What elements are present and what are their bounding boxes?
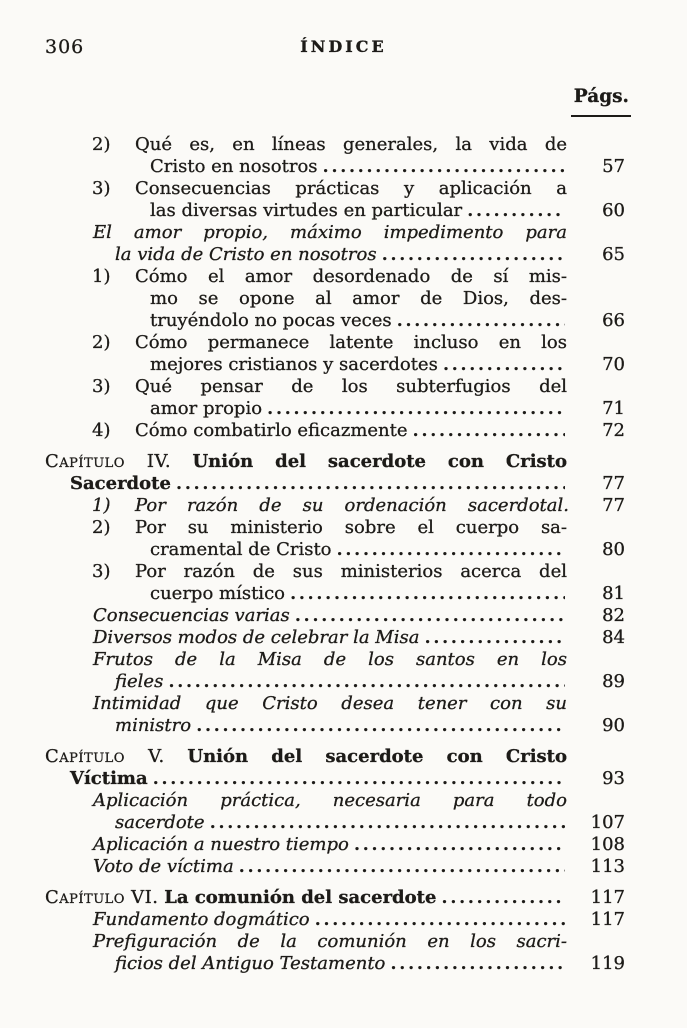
toc-entry-final-line [45, 310, 625, 332]
page-title: ÍNDICE [300, 37, 387, 56]
chapter-title: Sacerdote [70, 473, 171, 494]
toc-entry-line [45, 222, 567, 244]
toc-entry-final-line [45, 539, 625, 561]
dot-leader [413, 420, 565, 442]
entry-text: El amor propio, máximo impedimento para [93, 222, 567, 243]
entry-number: 1) [92, 495, 111, 516]
page-number: 77 [602, 495, 625, 516]
toc-entry-final-line [45, 953, 625, 975]
dot-leader [290, 583, 565, 605]
toc-entry-line [45, 931, 567, 953]
chapter-label: Capítulo VI. [45, 887, 159, 908]
entry-text: 1) Por razón de su ordenación sacerdotal. [92, 495, 569, 516]
toc-entry-final-line [45, 200, 625, 222]
page-number: 117 [590, 909, 625, 930]
entry-text: cramental de Cristo [150, 539, 332, 560]
entry-text: cuerpo místico [150, 583, 285, 604]
page-number: 71 [602, 398, 625, 419]
toc-entry [45, 834, 625, 856]
entry-text: amor propio [150, 398, 263, 419]
toc-entry-final-line [45, 354, 625, 376]
entry-text: truyéndolo no pocas veces [150, 310, 392, 331]
entry-text: Frutos de la Misa de los santos en los [93, 649, 567, 670]
toc-entry [45, 266, 625, 332]
toc-entry-final-line [45, 671, 625, 693]
toc-entry [45, 376, 625, 420]
entry-text: las diversas virtudes en particular [150, 200, 463, 221]
toc-entry [45, 495, 625, 517]
page-number: 108 [590, 834, 625, 855]
toc-entry-line [45, 332, 567, 354]
toc-entry-final-line [45, 156, 625, 178]
page-number: 80 [602, 539, 625, 560]
toc-entry [45, 222, 625, 266]
page-number: 89 [602, 671, 625, 692]
table-of-contents [45, 134, 625, 975]
toc-entry [45, 856, 625, 878]
toc-entry-final-line [45, 420, 625, 442]
toc-entry [45, 649, 625, 693]
toc-entry-line: mo se opone al amor de Dios, des- [150, 288, 567, 309]
entry-text: ministro [115, 715, 192, 736]
toc-entry-final-line [45, 812, 625, 834]
dot-leader [467, 200, 565, 222]
dot-leader [441, 887, 565, 909]
entry-text: Intimidad que Cristo desea tener con su [93, 693, 567, 714]
entry-number: 1) [92, 266, 111, 287]
dot-leader [210, 812, 565, 834]
toc-entry [45, 605, 625, 627]
toc-entry-final-line [45, 398, 625, 420]
toc-entry [45, 517, 625, 561]
toc-entry-line [45, 561, 567, 583]
toc-entry-final-line [45, 583, 625, 605]
pages-label-rule [571, 115, 631, 117]
dot-leader [315, 909, 565, 931]
entry-text [70, 768, 148, 790]
toc-entry [45, 790, 625, 834]
entry-text: ficios del Antiguo Testamento [115, 953, 386, 974]
folio-page-number: 306 [45, 36, 85, 58]
toc-chapter-entry [45, 451, 625, 495]
dot-leader [382, 244, 565, 266]
dot-leader [443, 354, 565, 376]
page-number: 77 [602, 473, 625, 494]
toc-entry-final-line [45, 909, 625, 931]
page-number: 60 [602, 200, 625, 221]
toc-chapter-entry [45, 746, 625, 790]
toc-chapter-entry [45, 887, 625, 909]
entry-text: Por su ministerio sobre el cuerpo sa- [135, 517, 567, 538]
toc-entry-line [45, 693, 567, 715]
toc-entry [45, 693, 625, 737]
dot-leader [239, 856, 565, 878]
entry-text: Aplicación práctica, necesaria para todo [93, 790, 567, 811]
page-number: 65 [602, 244, 625, 265]
entry-number: 2) [92, 517, 111, 538]
toc-entry-line [45, 649, 567, 671]
page-number: 119 [590, 953, 625, 974]
toc-entry-line [45, 790, 567, 812]
toc-entry [45, 627, 625, 649]
dot-leader [153, 768, 565, 790]
toc-entry-final-line [45, 856, 625, 878]
toc-entry-line [45, 376, 567, 398]
toc-entry [45, 931, 625, 975]
entry-text: Qué pensar de los subterfugios del [135, 376, 567, 397]
toc-entry [45, 134, 625, 178]
page-number: 70 [602, 354, 625, 375]
dot-leader [390, 953, 565, 975]
entry-text: Cristo en nosotros [150, 156, 318, 177]
entry-text: fieles [115, 671, 164, 692]
entry-text: Prefiguración de la comunión en los sacri- [93, 931, 567, 952]
entry-number: 3) [92, 561, 111, 582]
entry-text: 4) Cómo combatirlo eficazmente [92, 420, 408, 441]
page-number: 93 [602, 768, 625, 789]
entry-text: Diversos modos de celebrar la Misa [93, 627, 420, 648]
entry-number: 2) [92, 134, 111, 155]
entry-text: Cómo permanece latente incluso en los [135, 332, 567, 353]
chapter-title: Unión del sacerdote con Cristo [187, 746, 567, 767]
toc-entry-line [45, 746, 567, 768]
entry-text [45, 887, 436, 909]
toc-entry-line [45, 134, 567, 156]
entry-text: Por razón de sus ministerios acerca del [135, 561, 567, 582]
entry-text: Consecuencias varias [93, 605, 290, 626]
dot-leader [354, 834, 565, 856]
entry-text: Cómo el amor desordenado de sí mis- [135, 266, 567, 287]
toc-entry-final-line [45, 495, 625, 517]
dot-leader [295, 605, 565, 627]
dot-leader [168, 671, 565, 693]
page-number: 82 [602, 605, 625, 626]
dot-leader [424, 627, 565, 649]
toc-entry-final-line [45, 768, 625, 790]
toc-entry [45, 909, 625, 931]
chapter-label: Capítulo IV. [45, 451, 172, 472]
page-number: 117 [590, 887, 625, 908]
toc-entry-final-line [45, 887, 625, 909]
page-number: 81 [602, 583, 625, 604]
entry-text: Aplicación a nuestro tiempo [93, 834, 349, 855]
pages-column-label: Págs. [573, 86, 629, 107]
page-number: 72 [602, 420, 625, 441]
entry-text: Qué es, en líneas generales, la vida de [135, 134, 567, 155]
toc-entry-line [45, 178, 567, 200]
toc-entry [45, 561, 625, 605]
toc-entry-final-line [45, 605, 625, 627]
toc-entry-final-line [45, 244, 625, 266]
page-number: 107 [590, 812, 625, 833]
entry-number: 3) [92, 376, 111, 397]
chapter-title: Unión del sacerdote con Cristo [192, 451, 567, 472]
page-number: 90 [602, 715, 625, 736]
toc-entry-line [45, 517, 567, 539]
toc-entry-final-line [45, 473, 625, 495]
running-header [0, 36, 687, 58]
toc-entry-line [45, 266, 567, 288]
dot-leader [176, 473, 565, 495]
entry-number: 4) [92, 420, 111, 441]
page-number: 84 [602, 627, 625, 648]
chapter-title: Víctima [70, 768, 148, 789]
entry-text: Voto de víctima [93, 856, 234, 877]
header-spacer [443, 36, 642, 58]
chapter-label: Capítulo V. [45, 746, 165, 767]
dot-leader [397, 310, 565, 332]
dot-leader [323, 156, 565, 178]
toc-entry-final-line [45, 715, 625, 737]
entry-text: Fundamento dogmático [93, 909, 310, 930]
dot-leader [267, 398, 565, 420]
entry-text: la vida de Cristo en nosotros [115, 244, 377, 265]
toc-entry-final-line [45, 627, 625, 649]
dot-leader [337, 539, 565, 561]
toc-entry-final-line [45, 834, 625, 856]
toc-entry [45, 332, 625, 376]
page-number: 66 [602, 310, 625, 331]
page-number: 113 [590, 856, 625, 877]
toc-entry-line [45, 451, 567, 473]
entry-text: Consecuencias prácticas y aplicación a [135, 178, 567, 199]
page-number: 57 [602, 156, 625, 177]
entry-number: 3) [92, 178, 111, 199]
entry-number: 2) [92, 332, 111, 353]
toc-entry [45, 178, 625, 222]
dot-leader [196, 715, 565, 737]
chapter-title: La comunión del sacerdote [164, 887, 437, 908]
entry-text [70, 473, 171, 495]
toc-entry [45, 420, 625, 442]
entry-text: sacerdote [115, 812, 205, 833]
entry-text: mejores cristianos y sacerdotes [150, 354, 438, 375]
